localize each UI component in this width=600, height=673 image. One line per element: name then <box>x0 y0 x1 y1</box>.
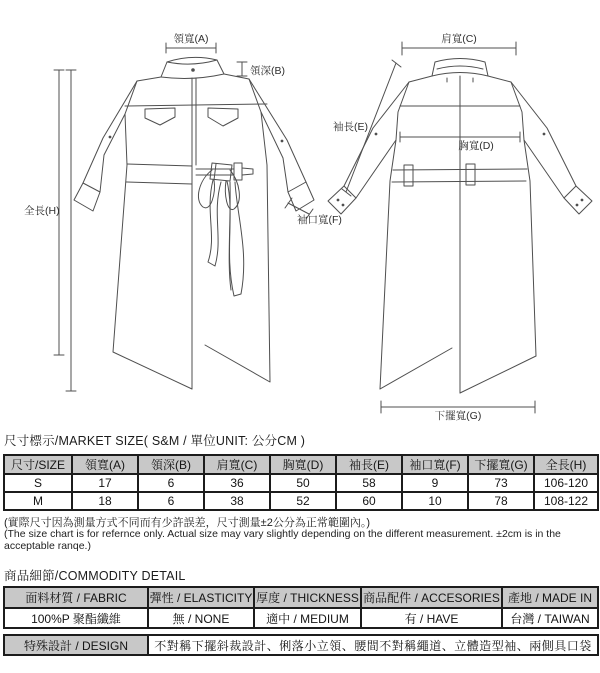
size-col-header: 全長(H) <box>534 455 598 474</box>
design-table <box>3 634 599 656</box>
detail-col-header: 彈性 / ELASTICITY <box>148 587 254 608</box>
size-col-header: 袖長(E) <box>336 455 402 474</box>
hem-width-label: 下擺寬(G) <box>434 410 482 422</box>
size-cell: 17 <box>72 474 138 492</box>
collar-width-label: 領寬(A) <box>173 33 209 45</box>
back-view-drawing <box>328 59 592 394</box>
chest-width-label: 胸寬(D) <box>458 140 494 152</box>
size-col-header: 胸寬(D) <box>270 455 336 474</box>
detail-cell-elasticity: 無 / NONE <box>148 608 254 628</box>
size-cell: 52 <box>270 492 336 510</box>
size-col-header: 下擺寬(G) <box>468 455 534 474</box>
front-measure-lines <box>54 43 313 391</box>
design-label-cell: 特殊設計 / DESIGN <box>4 635 148 655</box>
back-measure-lines <box>342 42 535 413</box>
detail-col-header: 產地 / MADE IN <box>502 587 598 608</box>
size-section-title: 尺寸標示/MARKET SIZE( S&M / 單位UNIT: 公分CM ) <box>4 434 306 448</box>
detail-value-row <box>4 608 598 628</box>
detail-col-header: 面料材質 / FABRIC <box>4 587 148 608</box>
size-cell: 108-122 <box>534 492 598 510</box>
size-cell: 60 <box>336 492 402 510</box>
size-cell: 6 <box>138 492 204 510</box>
detail-col-header: 商品配件 / ACCESORIES <box>361 587 502 608</box>
size-cell: 6 <box>138 474 204 492</box>
size-cell: 106-120 <box>534 474 598 492</box>
size-cell: S <box>4 474 72 492</box>
detail-section-title: 商品細節/COMMODITY DETAIL <box>4 569 186 583</box>
detail-col-header: 厚度 / THICKNESS <box>254 587 361 608</box>
commodity-detail-table <box>3 586 599 629</box>
cuff-width-label: 袖口寬(F) <box>297 214 342 226</box>
size-cell: 9 <box>402 474 468 492</box>
size-cell: 58 <box>336 474 402 492</box>
detail-cell-accessories: 有 / HAVE <box>361 608 502 628</box>
size-col-header: 領寬(A) <box>72 455 138 474</box>
size-cell: 10 <box>402 492 468 510</box>
full-length-label: 全長(H) <box>24 205 60 217</box>
size-cell: 18 <box>72 492 138 510</box>
size-row-s <box>4 474 598 492</box>
size-row-m <box>4 492 598 510</box>
design-row <box>4 635 598 655</box>
collar-depth-label: 領深(B) <box>250 65 285 77</box>
size-table <box>3 454 599 511</box>
size-cell: 50 <box>270 474 336 492</box>
size-table-header-row <box>4 455 598 474</box>
size-cell: 78 <box>468 492 534 510</box>
size-col-header: 肩寬(C) <box>204 455 270 474</box>
design-value-cell: 不對稱下擺斜裁設計、俐落小立領、腰間不對稱繩道、立體造型袖、兩側具口袋 <box>148 635 598 655</box>
size-col-header: 尺寸/SIZE <box>4 455 72 474</box>
detail-cell-madein: 台灣 / TAIWAN <box>502 608 598 628</box>
size-cell: 73 <box>468 474 534 492</box>
size-cell: M <box>4 492 72 510</box>
size-note-en: (The size chart is for refernce only. Actual size may vary slightly depending on the different measurement. ±2cm is in the acceptable ranqe.) <box>4 528 561 552</box>
detail-cell-thickness: 適中 / MEDIUM <box>254 608 361 628</box>
size-col-header: 領深(B) <box>138 455 204 474</box>
detail-header-row <box>4 587 598 608</box>
front-view-drawing <box>74 57 314 389</box>
size-note-zh: (實際尺寸因為測量方式不同而有少許誤差，尺寸測量±2公分為正常範圍內。) <box>4 517 370 529</box>
size-cell: 36 <box>204 474 270 492</box>
size-col-header: 袖口寬(F) <box>402 455 468 474</box>
shoulder-width-label: 肩寬(C) <box>441 33 477 45</box>
sleeve-length-label: 袖長(E) <box>333 121 368 133</box>
detail-cell-fabric: 100%P 聚酯纖維 <box>4 608 148 628</box>
size-cell: 38 <box>204 492 270 510</box>
